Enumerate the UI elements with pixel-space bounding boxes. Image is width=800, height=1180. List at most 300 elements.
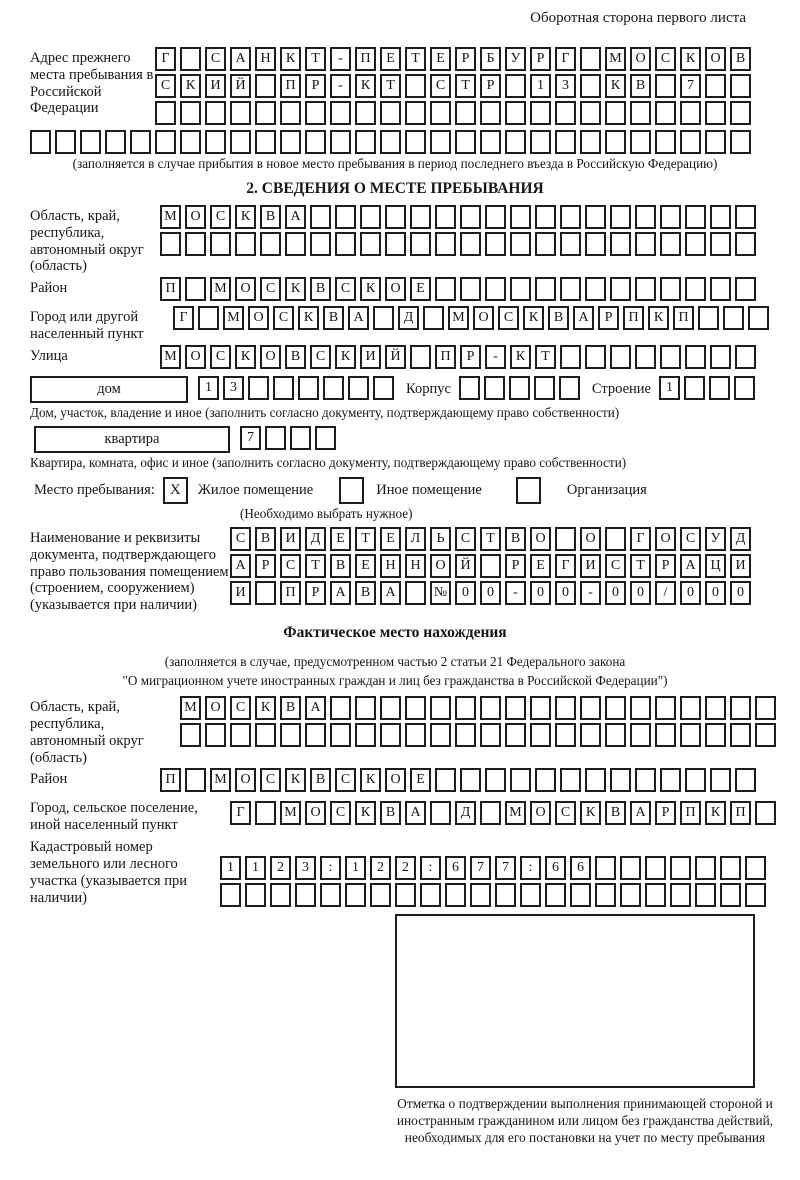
char-cell: [559, 376, 580, 400]
char-cell: [480, 101, 501, 125]
char-cell: 0: [680, 581, 701, 605]
prev-address-cell-row-3: [155, 101, 755, 125]
char-cell: [730, 101, 751, 125]
char-cell: [685, 205, 706, 229]
apartment-cell-row: [240, 426, 340, 450]
char-cell: [505, 696, 526, 720]
char-cell: [535, 768, 556, 792]
char-cell: [560, 345, 581, 369]
char-cell: Т: [380, 74, 401, 98]
char-cell: М: [210, 277, 231, 301]
char-cell: [230, 101, 251, 125]
char-cell: К: [360, 768, 381, 792]
char-cell: С: [605, 554, 626, 578]
char-cell: О: [580, 527, 601, 551]
char-cell: [630, 696, 651, 720]
stay-type-option-label-other: Иное помещение: [376, 481, 482, 498]
char-cell: К: [510, 345, 531, 369]
char-cell: К: [298, 306, 319, 330]
char-cell: [755, 696, 776, 720]
char-cell: [610, 277, 631, 301]
char-cell: Б: [480, 47, 501, 71]
char-cell: [610, 768, 631, 792]
char-cell: [710, 277, 731, 301]
char-cell: [660, 205, 681, 229]
char-cell: Й: [455, 554, 476, 578]
char-cell: С: [230, 527, 251, 551]
prev-address-cell-row-2: [155, 74, 755, 98]
char-cell: [460, 232, 481, 256]
char-cell: [380, 723, 401, 747]
char-cell: О: [235, 277, 256, 301]
char-cell: [580, 130, 601, 154]
char-cell: [480, 723, 501, 747]
stay-type-checkbox-other: [339, 477, 364, 504]
char-cell: [485, 277, 506, 301]
char-cell: [380, 696, 401, 720]
char-cell: [495, 883, 516, 907]
char-cell: С: [155, 74, 176, 98]
char-cell: П: [673, 306, 694, 330]
char-cell: :: [420, 856, 441, 880]
char-cell: [735, 205, 756, 229]
char-cell: [730, 74, 751, 98]
char-cell: [535, 205, 556, 229]
char-cell: [485, 205, 506, 229]
char-cell: [555, 101, 576, 125]
char-cell: [205, 723, 226, 747]
char-cell: О: [185, 345, 206, 369]
char-cell: [710, 232, 731, 256]
char-cell: [748, 306, 769, 330]
char-cell: [295, 883, 316, 907]
char-cell: -: [485, 345, 506, 369]
char-cell: К: [648, 306, 669, 330]
char-cell: [585, 345, 606, 369]
char-cell: М: [605, 47, 626, 71]
char-cell: [355, 696, 376, 720]
char-cell: В: [310, 768, 331, 792]
char-cell: [580, 696, 601, 720]
char-cell: [510, 205, 531, 229]
char-cell: Д: [455, 801, 476, 825]
char-cell: [320, 883, 341, 907]
actual-region-cell-row-1: [180, 696, 780, 720]
char-cell: [680, 723, 701, 747]
char-cell: [560, 205, 581, 229]
char-cell: [630, 101, 651, 125]
char-cell: -: [330, 74, 351, 98]
char-cell: С: [330, 801, 351, 825]
char-cell: [180, 47, 201, 71]
char-cell: А: [230, 47, 251, 71]
char-cell: [555, 723, 576, 747]
char-cell: 0: [555, 581, 576, 605]
char-cell: Р: [305, 74, 326, 98]
char-cell: П: [435, 345, 456, 369]
region-block: [30, 205, 760, 275]
stay-type-row: [30, 477, 760, 504]
char-cell: [80, 130, 101, 154]
char-cell: [595, 883, 616, 907]
char-cell: К: [335, 345, 356, 369]
char-cell: В: [355, 581, 376, 605]
char-cell: [545, 883, 566, 907]
char-cell: [410, 205, 431, 229]
char-cell: [435, 232, 456, 256]
char-cell: О: [655, 527, 676, 551]
char-cell: О: [305, 801, 326, 825]
char-cell: [180, 130, 201, 154]
char-cell: [230, 130, 251, 154]
char-cell: [55, 130, 76, 154]
char-cell: [480, 130, 501, 154]
char-cell: [560, 232, 581, 256]
char-cell: Е: [430, 47, 451, 71]
stay-type-checkbox-organization: [516, 477, 541, 504]
actual-region-label: Область, край, республика, автономный округ (область): [30, 699, 144, 766]
char-cell: [580, 101, 601, 125]
char-cell: [460, 205, 481, 229]
char-cell: Е: [380, 47, 401, 71]
char-cell: [484, 376, 505, 400]
char-cell: [580, 47, 601, 71]
korpus-cell-row: [459, 376, 584, 400]
char-cell: Д: [730, 527, 751, 551]
char-cell: [685, 345, 706, 369]
char-cell: С: [205, 47, 226, 71]
char-cell: [360, 205, 381, 229]
district-cell-row: [160, 277, 760, 301]
char-cell: [510, 277, 531, 301]
char-cell: [30, 130, 51, 154]
char-cell: А: [405, 801, 426, 825]
char-cell: [470, 883, 491, 907]
char-cell: [248, 376, 269, 400]
confirmation-note: Отметка о подтверждении выполнения принимающей стороной и иностранным гражданином или лицом без гражданства действий, необходимых для его постановки на учет по месту пребывания: [396, 1096, 774, 1146]
char-cell: [420, 883, 441, 907]
char-cell: [755, 723, 776, 747]
char-cell: [655, 723, 676, 747]
char-cell: С: [680, 527, 701, 551]
char-cell: [698, 306, 719, 330]
char-cell: [185, 768, 206, 792]
char-cell: [735, 768, 756, 792]
prev-address-cell-row-1: [155, 47, 755, 71]
char-cell: Й: [230, 74, 251, 98]
char-cell: [423, 306, 444, 330]
char-cell: Е: [530, 554, 551, 578]
char-cell: [435, 277, 456, 301]
char-cell: П: [280, 74, 301, 98]
char-cell: 7: [240, 426, 261, 450]
char-cell: [585, 232, 606, 256]
char-cell: [430, 130, 451, 154]
char-cell: [605, 130, 626, 154]
actual-region-block: [30, 696, 760, 766]
char-cell: О: [530, 801, 551, 825]
char-cell: [670, 883, 691, 907]
char-cell: 3: [223, 376, 244, 400]
char-cell: [710, 205, 731, 229]
char-cell: [380, 101, 401, 125]
char-cell: Г: [555, 47, 576, 71]
char-cell: [730, 130, 751, 154]
char-cell: Р: [255, 554, 276, 578]
char-cell: Г: [630, 527, 651, 551]
char-cell: И: [280, 527, 301, 551]
char-cell: К: [285, 768, 306, 792]
char-cell: 1: [345, 856, 366, 880]
char-cell: [220, 883, 241, 907]
char-cell: О: [385, 277, 406, 301]
char-cell: [373, 306, 394, 330]
char-cell: [280, 723, 301, 747]
char-cell: [705, 723, 726, 747]
char-cell: [735, 345, 756, 369]
char-cell: В: [280, 696, 301, 720]
char-cell: О: [705, 47, 726, 71]
char-cell: К: [705, 801, 726, 825]
char-cell: [430, 801, 451, 825]
char-cell: [635, 345, 656, 369]
char-cell: [610, 232, 631, 256]
char-cell: М: [223, 306, 244, 330]
char-cell: [520, 883, 541, 907]
char-cell: А: [285, 205, 306, 229]
actual-district-block: [30, 768, 760, 795]
confirmation-box: [395, 914, 755, 1088]
char-cell: Р: [655, 801, 676, 825]
char-cell: Т: [405, 47, 426, 71]
char-cell: С: [280, 554, 301, 578]
char-cell: [455, 696, 476, 720]
char-cell: [745, 856, 766, 880]
char-cell: [355, 130, 376, 154]
char-cell: [645, 856, 666, 880]
char-cell: [630, 130, 651, 154]
char-cell: [205, 130, 226, 154]
char-cell: [405, 696, 426, 720]
char-cell: И: [230, 581, 251, 605]
stroenie-label: Строение: [591, 380, 651, 397]
stay-type-checkbox-residential: X: [163, 477, 188, 504]
char-cell: Г: [555, 554, 576, 578]
char-cell: [280, 130, 301, 154]
char-cell: 7: [680, 74, 701, 98]
char-cell: [570, 883, 591, 907]
char-cell: [205, 101, 226, 125]
char-cell: О: [205, 696, 226, 720]
char-cell: [705, 696, 726, 720]
char-cell: [530, 696, 551, 720]
char-cell: И: [730, 554, 751, 578]
char-cell: [560, 277, 581, 301]
char-cell: К: [355, 74, 376, 98]
char-cell: [385, 232, 406, 256]
char-cell: А: [230, 554, 251, 578]
char-cell: Г: [230, 801, 251, 825]
back-side-title: Оборотная сторона первого листа: [530, 10, 746, 26]
char-cell: О: [260, 345, 281, 369]
char-cell: [530, 723, 551, 747]
char-cell: [535, 277, 556, 301]
char-cell: К: [280, 47, 301, 71]
char-cell: [180, 723, 201, 747]
char-cell: [585, 277, 606, 301]
char-cell: [380, 130, 401, 154]
char-cell: [735, 277, 756, 301]
char-cell: [255, 101, 276, 125]
stay-type-option-label-organization: Организация: [566, 481, 647, 498]
char-cell: [605, 101, 626, 125]
char-cell: [485, 768, 506, 792]
actual-location-note-line-2: "О миграционном учете иностранных граждан и лиц без гражданства в Российской Федерации"): [122, 673, 668, 689]
char-cell: [535, 232, 556, 256]
char-cell: [480, 554, 501, 578]
char-cell: [255, 581, 276, 605]
char-cell: Р: [480, 74, 501, 98]
document-cells: [230, 527, 755, 608]
char-cell: [405, 130, 426, 154]
char-cell: [555, 696, 576, 720]
char-cell: Т: [305, 554, 326, 578]
stay-type-note: (Необходимо выбрать нужное): [240, 505, 413, 521]
char-cell: С: [498, 306, 519, 330]
char-cell: [720, 856, 741, 880]
char-cell: М: [280, 801, 301, 825]
char-cell: /: [655, 581, 676, 605]
char-cell: [455, 130, 476, 154]
char-cell: С: [455, 527, 476, 551]
char-cell: [585, 205, 606, 229]
cadastral-label: Кадастровый номер земельного или лесного участка (указывается при наличии): [30, 839, 187, 906]
city-label: Город или другой населенный пункт: [30, 309, 144, 343]
korpus-label: Корпус: [406, 380, 451, 397]
cadastral-cell-row-2: [220, 883, 770, 907]
char-cell: -: [580, 581, 601, 605]
char-cell: [360, 232, 381, 256]
char-cell: 3: [295, 856, 316, 880]
char-cell: [685, 277, 706, 301]
house-note: Дом, участок, владение и иное (заполнить согласно документу, подтверждающему право собственности): [30, 404, 620, 420]
cadastral-cell-row-1: [220, 856, 770, 880]
char-cell: [255, 723, 276, 747]
char-cell: 0: [705, 581, 726, 605]
char-cell: Р: [505, 554, 526, 578]
char-cell: [210, 232, 231, 256]
char-cell: [255, 130, 276, 154]
char-cell: 0: [630, 581, 651, 605]
actual-location-note: [30, 652, 760, 690]
char-cell: Т: [480, 527, 501, 551]
char-cell: [455, 101, 476, 125]
char-cell: М: [505, 801, 526, 825]
char-cell: [655, 696, 676, 720]
stroenie-cell-row: [659, 376, 759, 400]
char-cell: В: [255, 527, 276, 551]
char-cell: [185, 232, 206, 256]
char-cell: [180, 101, 201, 125]
char-cell: И: [360, 345, 381, 369]
char-cell: Е: [410, 277, 431, 301]
char-cell: П: [730, 801, 751, 825]
char-cell: [290, 426, 311, 450]
char-cell: [485, 232, 506, 256]
char-cell: [509, 376, 530, 400]
char-cell: Ь: [430, 527, 451, 551]
char-cell: [660, 345, 681, 369]
char-cell: А: [348, 306, 369, 330]
char-cell: [355, 101, 376, 125]
char-cell: [534, 376, 555, 400]
char-cell: 1: [198, 376, 219, 400]
char-cell: [505, 723, 526, 747]
char-cell: С: [273, 306, 294, 330]
char-cell: П: [160, 277, 181, 301]
char-cell: К: [580, 801, 601, 825]
char-cell: Г: [173, 306, 194, 330]
char-cell: [370, 883, 391, 907]
char-cell: [620, 883, 641, 907]
section2-title: 2. СВЕДЕНИЯ О МЕСТЕ ПРЕБЫВАНИЯ: [246, 180, 544, 197]
char-cell: 2: [270, 856, 291, 880]
char-cell: [198, 306, 219, 330]
char-cell: [710, 768, 731, 792]
char-cell: 1: [659, 376, 680, 400]
document-block: [30, 527, 760, 614]
char-cell: В: [330, 554, 351, 578]
char-cell: С: [260, 768, 281, 792]
region-cells: [160, 205, 760, 259]
char-cell: [695, 883, 716, 907]
char-cell: У: [705, 527, 726, 551]
char-cell: М: [448, 306, 469, 330]
char-cell: [685, 232, 706, 256]
char-cell: [298, 376, 319, 400]
char-cell: А: [380, 581, 401, 605]
stay-type-label: Место пребывания:: [34, 481, 155, 498]
char-cell: [335, 205, 356, 229]
char-cell: П: [680, 801, 701, 825]
char-cell: В: [605, 801, 626, 825]
char-cell: О: [473, 306, 494, 330]
char-cell: [130, 130, 151, 154]
char-cell: [684, 376, 705, 400]
char-cell: [505, 74, 526, 98]
char-cell: К: [180, 74, 201, 98]
char-cell: [720, 883, 741, 907]
char-cell: 7: [495, 856, 516, 880]
char-cell: [705, 74, 726, 98]
char-cell: [605, 527, 626, 551]
char-cell: 1: [220, 856, 241, 880]
char-cell: [530, 101, 551, 125]
char-cell: [405, 581, 426, 605]
char-cell: Н: [405, 554, 426, 578]
region-cell-row-1: [160, 205, 760, 229]
char-cell: [505, 101, 526, 125]
char-cell: 0: [730, 581, 751, 605]
char-cell: [685, 768, 706, 792]
char-cell: К: [680, 47, 701, 71]
apartment-box-label: квартира: [34, 426, 230, 453]
char-cell: [560, 768, 581, 792]
street-block: [30, 345, 760, 372]
char-cell: Р: [305, 581, 326, 605]
char-cell: 0: [480, 581, 501, 605]
apartment-note: Квартира, комната, офис и иное (заполнить согласно документу, подтверждающему право собственности): [30, 454, 627, 470]
